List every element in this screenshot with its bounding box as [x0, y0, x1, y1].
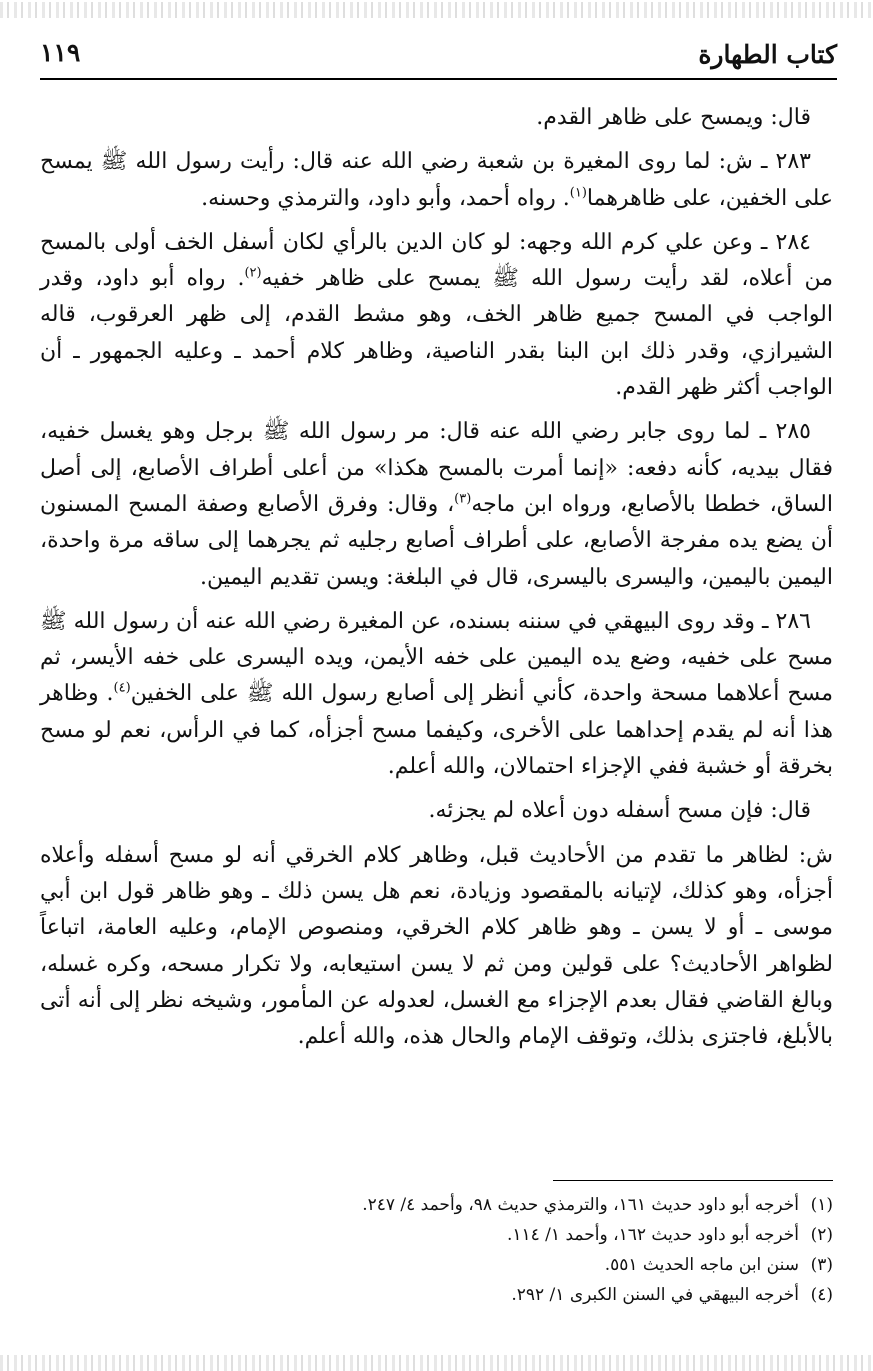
footnote-number: (١)	[810, 1195, 833, 1215]
paragraph-text: ٢٨٣ ـ ش: لما روى المغيرة بن شعبة رضي الله عنه قال: رأيت رسول الله ﷺ يمسح على الخفين، على ظاهرهما	[40, 149, 833, 211]
paragraph-285	[40, 414, 833, 595]
footnote-ref: (١)	[569, 185, 587, 201]
page-number: ١١٩	[40, 38, 81, 67]
footnote-text: سنن ابن ماجه الحديث ٥٥١.	[604, 1255, 799, 1275]
footnote-text: أخرجه أبو داود حديث ١٦٢، وأحمد ١/ ١١٤.	[506, 1225, 799, 1245]
paragraph-text: . رواه أحمد، وأبو داود، والترمذي وحسنه.	[201, 185, 570, 211]
footnote-ref: (٢)	[244, 265, 262, 281]
running-header	[40, 36, 837, 76]
paragraph-text: قال: فإن مسح أسفله دون أعلاه لم يجزئه.	[428, 798, 811, 824]
footnote-text: أخرجه أبو داود حديث ١٦١، والترمذي حديث ٩٨، وأحمد ٤/ ٢٤٧.	[362, 1195, 799, 1215]
paragraph-text: . وظاهر هذا أنه لم يقدم إحداهما على الأخرى، وكيفما مسح أجزأه، كما في الرأس، نعم لو مسح بخرقة أو خشبة ففي الإجزاء احتمالان، والله أعلم.	[40, 681, 833, 780]
paragraph-text: ش: لظاهر ما تقدم من الأحاديث قبل، وظاهر كلام الخرقي أنه لو مسح أسفله وأعلاه أجزأه، وهو كذلك، لإتيانه بالمقصود وزيادة، نعم هل يسن ذلك ـ وهو ظاهر قول ابن أبي موسى ـ أو لا يسن ـ وهو ظاهر كلام الخرقي، ومنصوص الإمام، وعليه العامة، اتباعاً لظواهر الأحاديث؟ على قولين ومن ثم لا يسن استيعابه، ولا تكرار مسحه، وكره غسله، وبالغ القاضي فقال بعدم الإجزاء مع الغسل، لعدوله عن المأمور، وشيخه نظر إلى أنه أتى بالأبلغ، فاجتزى بذلك، وتوقف الإمام والحال هذه، والله أعلم.	[40, 842, 833, 1050]
paragraph-text: . رواه أبو داود، وقدر الواجب في المسح جميع ظاهر الخف، وهو مشط القدم، إلى ظهر العرقوب، قاله الشيرازي، وقدر ذلك ابن البنا بقدر الناصية، وظاهر كلام أحمد ـ وعليه الجمهور ـ أن الواجب أكثر ظهر القدم.	[40, 266, 833, 401]
footnote-item	[40, 1190, 833, 1220]
footnote-ref: (٤)	[113, 681, 131, 697]
paragraph-text: قال: ويمسح على ظاهر القدم.	[536, 105, 811, 130]
paragraph-text: ، وقال: وفرق الأصابع وصفة المسح المسنون أن يضع يده مفرجة الأصابع، على أطراف أصابع رجليه ثم يجرهما إلى ساقه مرة واحدة، اليمين باليمين، واليسرى باليسرى، قال في البلغة: ويسن تقديم اليمين.	[40, 491, 833, 590]
paragraph-text: ٢٨٦ ـ وقد روى البيهقي في سننه بسنده، عن المغيرة رضي الله عنه أن رسول الله ﷺ مسح على خفيه، وضع يده اليمين على خفه الأيمن، ويده اليسرى على خفه الأيسر، ثم مسح أعلاهما مسحة واحدة، كأني أنظر إلى أصابع رسول الله ﷺ على الخفين	[40, 608, 833, 707]
footnote-number: (٢)	[810, 1225, 833, 1245]
footnote-ref: (٣)	[454, 491, 472, 507]
paragraph-text: ٢٨٤ ـ وعن علي كرم الله وجهه: لو كان الدين بالرأي لكان أسفل الخف أولى بالمسح من أعلاه، لقد رأيت رسول الله ﷺ يمسح على ظاهر خفيه	[40, 229, 833, 292]
paragraph-text: ٢٨٥ ـ لما روى جابر رضي الله عنه قال: مر رسول الله ﷺ برجل وهو يغسل خفيه، فقال بيديه، كأنه دفعه: «إنما أمرت بالمسح هكذا» من أعلى أطراف الأصابع، إلى أصل الساق، خططا بالأصابع، ورواه ابن ماجه	[40, 419, 833, 517]
scan-noise-bottom	[0, 1355, 873, 1371]
footnote-item	[40, 1250, 833, 1280]
footnote-rule	[553, 1180, 833, 1181]
paragraph-284	[40, 225, 833, 406]
footnote-item	[40, 1280, 833, 1310]
chapter-title: كتاب الطهارة	[698, 40, 837, 69]
footnote-item	[40, 1220, 833, 1250]
footnote-number: (٤)	[810, 1285, 833, 1305]
paragraph-283	[40, 144, 833, 217]
footnotes	[40, 1190, 833, 1310]
main-text	[40, 100, 833, 1055]
footnote-number: (٣)	[810, 1255, 833, 1275]
footnote-text: أخرجه البيهقي في السنن الكبرى ١/ ٢٩٢.	[511, 1285, 799, 1305]
paragraph-286	[40, 604, 833, 785]
header-rule	[40, 78, 837, 80]
